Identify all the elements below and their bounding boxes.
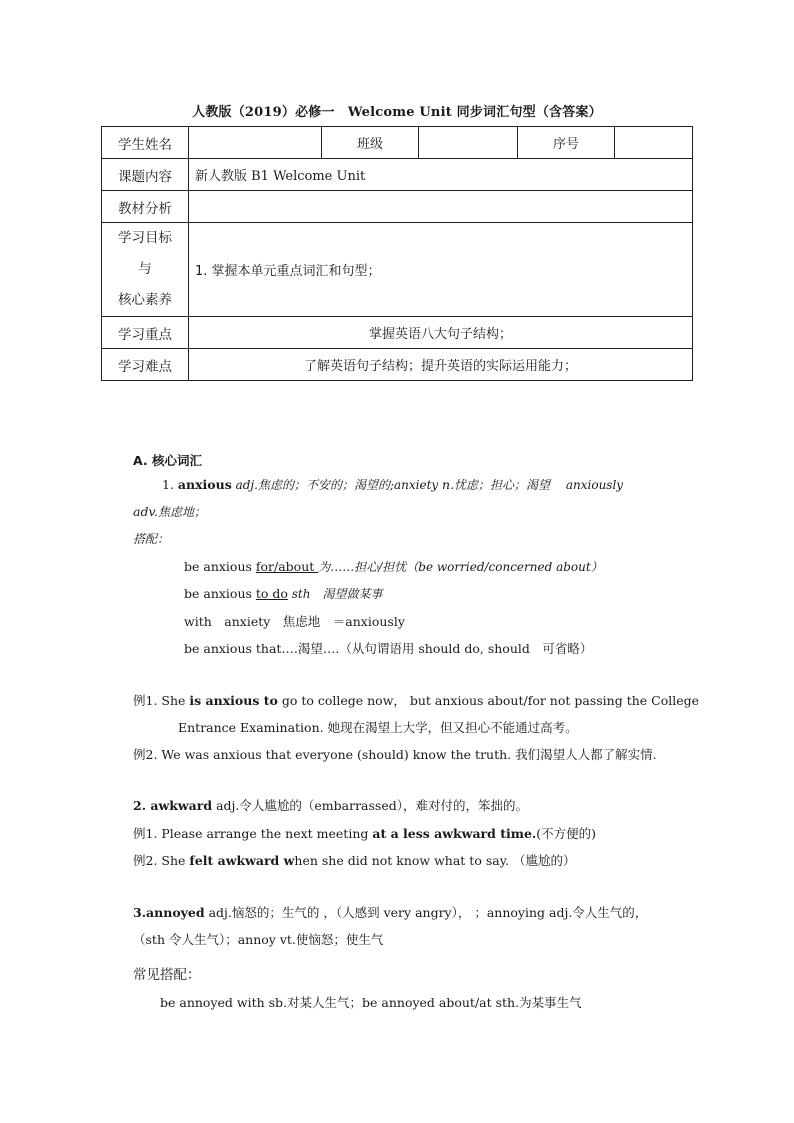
focus-value: 掌握英语八大句子结构； <box>189 317 693 349</box>
colloc1-a: be anxious <box>184 559 256 574</box>
focus-label: 学习重点 <box>102 317 189 349</box>
word2-def: adj.令人尴尬的（embarrassed），难对付的，笨拙的。 <box>212 798 528 813</box>
material-label: 教材分析 <box>102 191 189 223</box>
word1-colloc-1 <box>184 558 603 575</box>
material-value <box>189 191 693 223</box>
seat-value-cell[interactable] <box>615 127 693 159</box>
word1-line1 <box>162 476 623 493</box>
goal-label <box>102 223 189 317</box>
word1-example1 <box>133 691 699 709</box>
name-label: 学生姓名 <box>102 127 189 159</box>
colloc2-underline: to do <box>255 586 288 601</box>
word3-line2: （sth 令人生气）；annoy vt.使恼怒；使生气 <box>133 932 384 947</box>
colloc1-b: 为……担心/担忧（be worried/concerned about） <box>318 560 603 574</box>
word1-colloc-2 <box>184 585 382 602</box>
goal-value: 1. 掌握本单元重点词汇和句型； <box>189 223 693 317</box>
goal-label-line3: 核心素养 <box>118 292 172 308</box>
w2ex1-bold: at a less awkward time. <box>372 826 537 841</box>
word2-head <box>133 796 528 814</box>
w2ex1-c: (不方便的) <box>536 826 597 841</box>
difficulty-label: 学习难点 <box>102 349 189 381</box>
word3-head <box>133 903 647 921</box>
seat-label: 序号 <box>518 127 615 159</box>
info-table <box>101 126 693 381</box>
word2-term: 2. awkward <box>133 798 213 813</box>
word2-example1 <box>133 824 596 842</box>
topic-label: 课题内容 <box>102 159 189 191</box>
word3-def: adj.恼怒的；生气的 ，（人感到 very angry）， ；annoying adj.令人生气的， <box>204 905 648 920</box>
word1-adv: adv. <box>133 504 159 519</box>
word3-colloc-1: be annoyed with sb.对某人生气；be annoyed about/at sth.为某事生气 <box>160 995 582 1010</box>
word1-example1-cont: Entrance Examination. 她现在渴望上大学，但又担心不能通过高考。 <box>178 720 578 735</box>
word1-def2: 忧虑；担心；渴望 anxiously <box>454 478 624 492</box>
word2-example2 <box>133 851 576 869</box>
word1-def3: 焦虑地； <box>158 505 207 519</box>
word1-colloc-label: 搭配： <box>133 532 170 546</box>
w2ex1-a: 例1. Please arrange the next meeting <box>133 826 373 841</box>
word1-example2: 例2. We was anxious that everyone (should) know the truth. 我们渴望人人都了解实情. <box>133 747 657 762</box>
name-value-cell[interactable] <box>189 127 322 159</box>
class-label: 班级 <box>322 127 419 159</box>
colloc1-underline: for/about <box>255 559 319 574</box>
word1-colloc-4: be anxious that….渴望….（从句谓语用 should do, should 可省略） <box>184 641 593 656</box>
word1-colloc-3: with anxiety 焦虑地 ＝anxiously <box>184 614 405 629</box>
w2ex2-c: hen she did not know what to say. （尴尬的） <box>294 853 576 868</box>
word1-n: n. <box>442 477 455 492</box>
table-row <box>102 223 693 317</box>
w2ex2-a: 例2. She <box>133 853 190 868</box>
w2ex2-bold: felt awkward w <box>189 853 295 868</box>
topic-value: 新人教版 B1 Welcome Unit <box>189 159 693 191</box>
class-value-cell[interactable] <box>419 127 518 159</box>
word1-def: adj.焦虑的；不安的；渴望的;anxiety <box>231 478 443 492</box>
table-row <box>102 317 693 349</box>
page-title: 人教版（2019）必修一 Welcome Unit 同步词汇句型（含答案） <box>192 105 602 120</box>
word1-line2 <box>133 503 206 520</box>
colloc2-b: sth 渴望做某事 <box>287 587 383 601</box>
word1-num: 1. <box>162 477 178 492</box>
table-row <box>102 127 693 159</box>
ex1-c: go to college now， but anxious about/for not passing the College <box>277 693 700 708</box>
word3-colloc-label: 常见搭配： <box>133 967 201 983</box>
table-row <box>102 159 693 191</box>
ex1-a: 例1. She <box>133 693 190 708</box>
goal-label-line1: 学习目标 <box>118 230 172 246</box>
table-row <box>102 191 693 223</box>
word1-term: anxious <box>177 477 232 492</box>
goal-label-line2: 与 <box>138 261 152 277</box>
ex1-bold: is anxious to <box>189 693 278 708</box>
table-row <box>102 349 693 381</box>
word3-term: 3.annoyed <box>133 905 205 920</box>
colloc2-a: be anxious <box>184 586 256 601</box>
difficulty-value: 了解英语句子结构；提升英语的实际运用能力； <box>189 349 693 381</box>
section-a-heading: A. 核心词汇 <box>133 453 203 468</box>
